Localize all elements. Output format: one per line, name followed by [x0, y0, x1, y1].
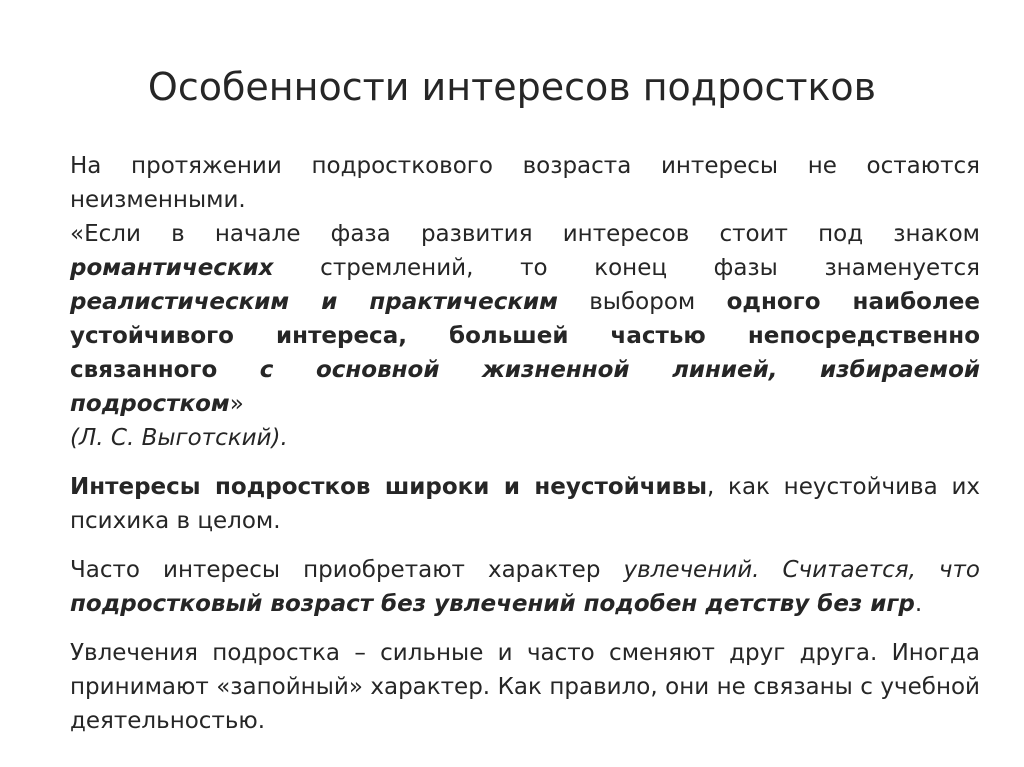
quote-bold-italic: с основной жизненной линией, избираемой подростком [70, 357, 980, 417]
quote-open: «Если в начале фаза развития интересов стоит под знаком [70, 221, 980, 247]
paragraph-hobbies [70, 553, 980, 621]
intro-line-2: неизменными. [70, 187, 246, 213]
paragraph-vygotsky-quote [70, 149, 980, 421]
quote-mid-2: выбором [557, 289, 727, 315]
hobbies-italic: увлечений. Считается, что [623, 557, 980, 583]
hobbies-bold-italic: подростковый возраст без увлечений подобен детству без игр [70, 591, 915, 617]
paragraph-interests-unstable [70, 470, 980, 538]
paragraph-hobbies-change [70, 636, 980, 738]
quote-author-text: (Л. С. Выготский). [70, 425, 288, 451]
quote-close: » [229, 391, 244, 417]
quote-romantic: романтических [70, 255, 274, 281]
intro-line-1: На протяжении подросткового возраста интересы не остаются [70, 153, 980, 179]
quote-bold: одного наиболее устойчивого интереса, большей частью непосредственно связанного [70, 289, 980, 383]
interests-unstable-rest: , как неустойчива их психика в целом. [70, 474, 980, 534]
slide-body [70, 149, 980, 753]
hobbies-change-text: Увлечения подростка – сильные и часто сменяют друг друга. Иногда принимают «запойный» характер. Как правило, они не связаны с учебной деятельностью. [70, 640, 980, 734]
quote-realistic: реалистическим и практическим [70, 289, 558, 315]
quote-mid-1: стремлений, то конец фазы знаменуется [273, 255, 980, 281]
hobbies-end: . [914, 591, 923, 617]
slide-title: Особенности интересов подростков [147, 65, 877, 109]
quote-author [70, 421, 980, 455]
quote-text [70, 221, 980, 417]
interests-unstable-bold: Интересы подростков широки и неустойчивы [70, 474, 708, 500]
hobbies-normal: Часто интересы приобретают характер [70, 557, 624, 583]
